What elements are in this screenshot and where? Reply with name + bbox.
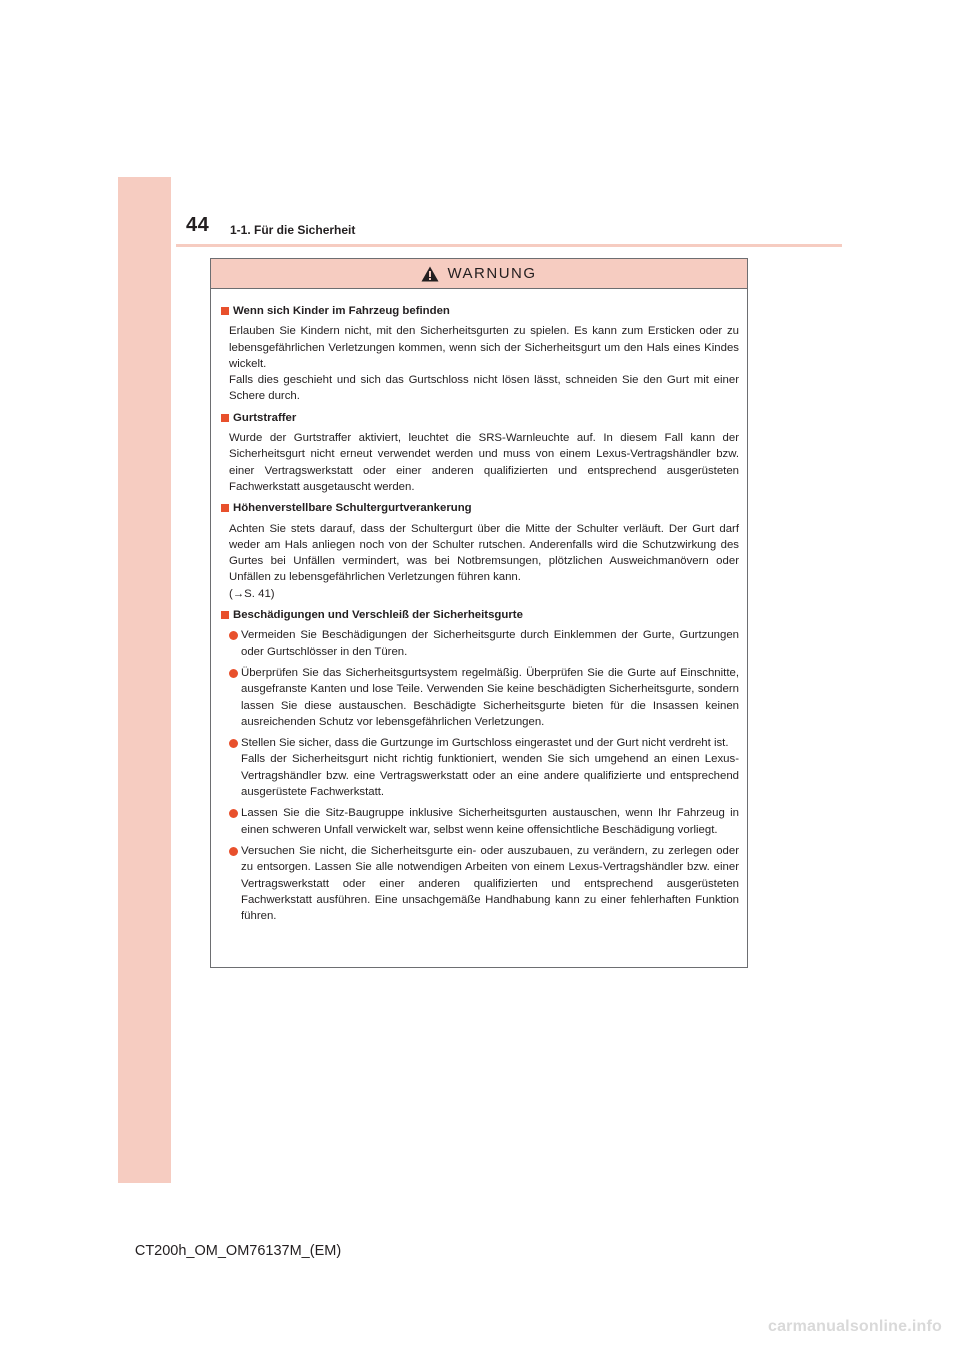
list-item: Stellen Sie sicher, dass die Gurtzunge im Gurtschloss eingerastet und der Gurt nicht verdreht ist. Falls der Sicherheitsgurt nicht richtig funktioniert, wenden Sie sich umgehend an einen Lexus-Vertragshändler bzw. eine Vertragswerkstatt oder an eine andere qualifizierte und entsprechend ausgerüstete Fachwerkstatt. — [229, 735, 739, 800]
warning-item-pretensioner — [221, 410, 739, 495]
item-text: Achten Sie stets darauf, dass der Schultergurt über die Mitte der Schulter verläuft. Der Gurt darf weder am Hals anliegen noch von der Schulter rutschen. Anderenfalls wird die Schutzwirkung des Gurtes bei Unfällen vermindert, was bei Notbremsungen, plötzlichen Ausweichmanövern oder Unfällen zu lebensgefährlichen Verletzungen führen kann. (→S. 41) — [221, 521, 739, 602]
dot-bullet-icon — [229, 739, 238, 748]
page-number: 44 — [186, 214, 210, 236]
square-bullet-icon — [221, 611, 229, 619]
dot-bullet-icon — [229, 847, 238, 856]
header-rule — [176, 244, 842, 247]
warning-triangle-icon — [421, 266, 439, 282]
page-reference: (→S. 41) — [229, 587, 275, 600]
item-heading: Höhenverstellbare Schultergurtverankerung — [221, 500, 739, 516]
warning-box — [210, 258, 748, 968]
watermark: carmanualsonline.info — [767, 1318, 942, 1335]
item-text: Wurde der Gurtstraffer aktiviert, leuchtet die SRS-Warnleuchte auf. In diesem Fall kann der Sicherheitsgurt nicht erneut verwendet werden und muss von einem Lexus-Vertragshändler bzw. einer Vertragswerkstatt oder einer anderen qualifizierten und entsprechend ausgerüsteten Fachwerkstatt ausgetauscht werden. — [229, 432, 739, 493]
square-bullet-icon — [221, 414, 229, 422]
sub-list — [221, 627, 739, 924]
warning-item-shoulder-anchor — [221, 500, 739, 602]
item-heading: Wenn sich Kinder im Fahrzeug befinden — [221, 303, 739, 319]
square-bullet-icon — [221, 307, 229, 315]
item-heading: Gurtstraffer — [221, 410, 739, 426]
item-text: Erlauben Sie Kindern nicht, mit den Sicherheitsgurten zu spielen. Es kann zum Ersticken oder zu lebensgefährlichen Verletzungen kommen, wenn sich der Sicherheitsgurt um den Hals eines Kindes wickelt. Falls dies geschieht und sich das Gurtschloss nicht lösen lässt, schneiden Sie den Gurt mit einer Schere durch. — [229, 325, 739, 403]
section-title: 1-1. Für die Sicherheit — [230, 223, 356, 237]
footer-document-code: CT200h_OM_OM76137M_(EM) — [134, 1243, 342, 1259]
warning-title: WARNUNG — [447, 265, 537, 282]
list-item: Vermeiden Sie Beschädigungen der Sicherheitsgurte durch Einklemmen der Gurte, Gurtzungen oder Gurtschlösser in den Türen. — [229, 627, 739, 660]
dot-bullet-icon — [229, 669, 238, 678]
list-item: Versuchen Sie nicht, die Sicherheitsgurte ein- oder auszubauen, zu verändern, zu zerlegen oder zu entsorgen. Lassen Sie alle notwendigen Arbeiten von einem Lexus-Vertragshändler bzw. einer Vertragswerkstatt oder einer anderen qualifizierten und entsprechend ausgerüsteten Fachwerkstatt ausführen. Eine unsachgemäße Handhabung kann zu einer fehlerhaften Funktion führen. — [229, 843, 739, 924]
warning-header — [211, 259, 747, 289]
list-item: Lassen Sie die Sitz-Baugruppe inklusive Sicherheitsgurten austauschen, wenn Ihr Fahrzeug in einen schweren Unfall verwickelt war, selbst wenn keine offensichtliche Beschädigung vorliegt. — [229, 805, 739, 838]
side-color-strip — [118, 177, 171, 1183]
warning-item-damage — [221, 607, 739, 924]
warning-body — [211, 289, 747, 924]
item-heading: Beschädigungen und Verschleiß der Sicherheitsgurte — [221, 607, 739, 623]
square-bullet-icon — [221, 504, 229, 512]
dot-bullet-icon — [229, 809, 238, 818]
dot-bullet-icon — [229, 631, 238, 640]
list-item: Überprüfen Sie das Sicherheitsgurtsystem regelmäßig. Überprüfen Sie die Gurte auf Einschnitte, ausgefranste Kanten und lose Teile. Verwenden Sie keine beschädigten Sicherheitsgurte, sondern lassen Sie diese austauschen. Beschädigte Sicherheitsgurte bieten für die Insassen keinen ausreichenden Schutz vor lebensgefährlichen Verletzungen. — [229, 665, 739, 730]
warning-item-children — [221, 303, 739, 405]
